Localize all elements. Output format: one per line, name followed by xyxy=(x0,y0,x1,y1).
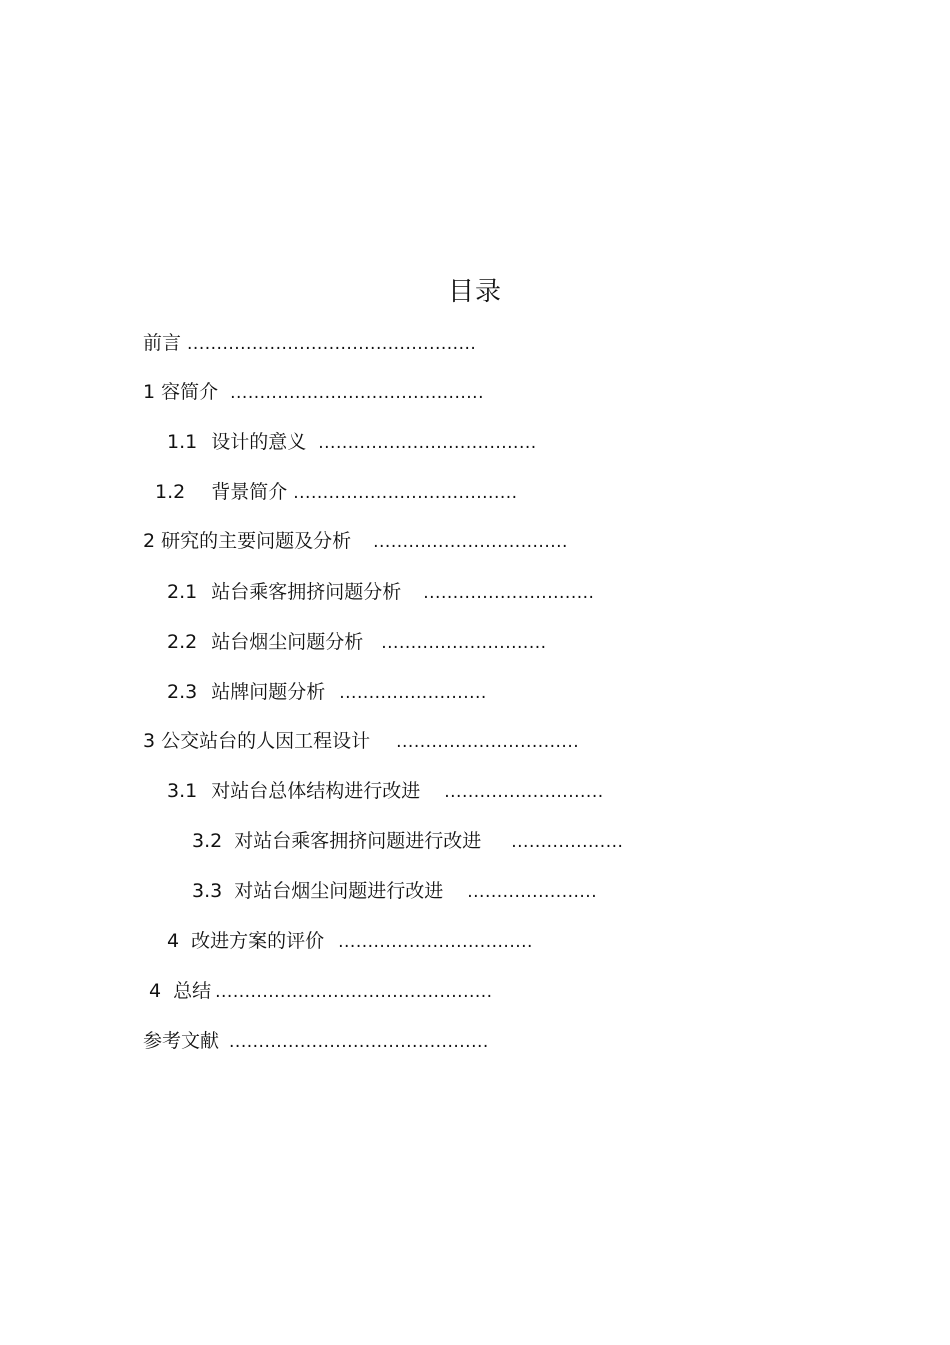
toc-entry-3-2[interactable] xyxy=(192,826,623,856)
toc-entry-label: 总结 xyxy=(173,980,212,1002)
toc-leader-dots: ...................................... xyxy=(293,483,518,503)
toc-entry-label: 对站台烟尘问题进行改进 xyxy=(234,880,444,902)
toc-entry-1[interactable] xyxy=(143,377,484,407)
toc-entry-number: 3 xyxy=(143,730,156,752)
toc-entry-label: 背景简介 xyxy=(211,481,288,503)
toc-entry-label: 对站台乘客拥挤问题进行改进 xyxy=(234,830,482,852)
toc-entry-label: 设计的意义 xyxy=(211,431,307,453)
toc-leader-dots: ............................... xyxy=(396,732,580,752)
toc-entry-label: 公交站台的人因工程设计 xyxy=(161,730,371,752)
toc-leader-dots: ............................. xyxy=(423,583,595,603)
toc-entry-number: 4 xyxy=(149,980,162,1002)
toc-entry-number: 2.1 xyxy=(167,581,198,603)
toc-leader-dots: ................................................. xyxy=(187,334,477,354)
toc-entry-4-summary[interactable] xyxy=(149,976,493,1006)
toc-entry-number: 1.1 xyxy=(167,431,198,453)
toc-leader-dots: ............................................... xyxy=(215,982,493,1002)
toc-entry-2[interactable] xyxy=(143,526,568,556)
toc-leader-dots: ...................... xyxy=(467,882,598,902)
toc-entry-preface[interactable] xyxy=(143,328,476,358)
toc-entry-number: 3.2 xyxy=(192,830,223,852)
toc-entry-label: 前言 xyxy=(143,332,182,354)
toc-entry-label: 容简介 xyxy=(161,381,219,403)
toc-leader-dots: ................... xyxy=(511,832,624,852)
toc-leader-dots: ......................... xyxy=(339,683,487,703)
toc-leader-dots: ............................ xyxy=(381,633,547,653)
toc-entry-2-3[interactable] xyxy=(167,677,487,707)
toc-entry-number: 3.1 xyxy=(167,780,198,802)
toc-entry-number: 1.2 xyxy=(155,481,186,503)
toc-leader-dots: ................................. xyxy=(338,932,533,952)
toc-title: 目录 xyxy=(447,277,502,307)
toc-entry-3[interactable] xyxy=(143,726,579,756)
toc-entry-references[interactable] xyxy=(143,1026,489,1056)
toc-entry-2-1[interactable] xyxy=(167,577,594,607)
toc-entry-label: 研究的主要问题及分析 xyxy=(161,530,352,552)
toc-entry-2-2[interactable] xyxy=(167,627,547,657)
toc-entry-label: 站台乘客拥挤问题分析 xyxy=(211,581,402,603)
toc-leader-dots: ........................................... xyxy=(230,383,484,403)
toc-entry-label: 站牌问题分析 xyxy=(211,681,326,703)
toc-entry-4-evaluation[interactable] xyxy=(167,926,533,956)
toc-entry-label: 对站台总体结构进行改进 xyxy=(211,780,421,802)
toc-entry-3-3[interactable] xyxy=(192,876,597,906)
toc-entry-label: 改进方案的评价 xyxy=(191,930,325,952)
toc-entry-1-2[interactable] xyxy=(155,477,518,507)
toc-entry-number: 3.3 xyxy=(192,880,223,902)
toc-entry-label: 站台烟尘问题分析 xyxy=(211,631,364,653)
toc-leader-dots: ..................................... xyxy=(318,433,537,453)
toc-entry-number: 2.3 xyxy=(167,681,198,703)
toc-entry-label: 参考文献 xyxy=(143,1030,220,1052)
toc-entry-number: 1 xyxy=(143,381,156,403)
toc-leader-dots: ........................... xyxy=(444,782,604,802)
toc-leader-dots: ................................. xyxy=(373,532,568,552)
toc-entry-3-1[interactable] xyxy=(167,776,604,806)
toc-entry-number: 2 xyxy=(143,530,156,552)
toc-entry-number: 2.2 xyxy=(167,631,198,653)
toc-leader-dots: ............................................ xyxy=(229,1032,489,1052)
toc-entry-1-1[interactable] xyxy=(167,427,537,457)
toc-entry-number: 4 xyxy=(167,930,180,952)
